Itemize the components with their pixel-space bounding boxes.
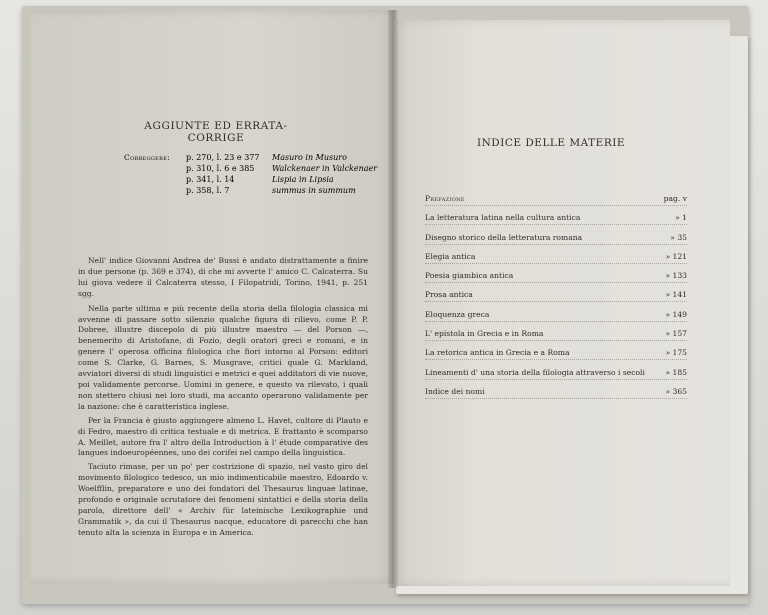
errata-body [78,256,368,542]
toc-title: L' epistola in Grecia e in Roma [425,329,544,339]
toc-page: » 149 [665,309,687,319]
errata-row [124,163,378,174]
body-paragraph: Taciuto rimase, per un po' per costrizione di spazio, nel vasto giro del movimento filologico tedesco, un mio indimenticabile maestro, Edoardo v. Woelfflin, preparatore e uno dei fondatori del Thesaurus linguae latinae, profondo e originale scrutatore dei fenomeni sintattici e della storia della parola, direttore dell' « Archiv für lateinische Lexikographie und Grammatik », da cui il Thesaurus nacque, educatore di parecchi che han tenuto alta la scienza in Europa e in America. [78,462,368,537]
errata-correction: Lispia in Lipsia [272,175,334,184]
toc-page: » 175 [665,348,687,358]
toc-entry [425,290,687,302]
index-heading: INDICE DELLE MATERIE [476,137,626,149]
errata-heading: AGGIUNTE ED ERRATA-CORRIGE [144,120,288,144]
errata-ref: p. 358, l. 7 [186,186,230,195]
toc-entry [425,271,687,283]
toc-title: Elegia antica [425,251,476,261]
errata-row [124,152,374,163]
toc-page: » 141 [665,290,687,300]
toc-title: La retorica antica in Grecia e a Roma [425,348,570,358]
errata-list [124,152,378,196]
body-paragraph: Per la Francia è giusto aggiungere almeno L. Havet, cultore di Plauto e di Fedro, maestro di critica testuale e di metrica. E frattanto è scomparso A. Meillet, autore fra l' altro della Introduction à l' étude comparative des langues indoeuropéennes, uno dei corifei nel campo della linguistica. [78,415,368,458]
toc-page: pag. v [663,194,687,203]
toc-entry [425,252,687,264]
errata-ref: p. 270, l. 23 e 377 [186,153,260,162]
toc-page: » 185 [665,367,687,377]
errata-row [124,174,374,185]
toc-entry [425,348,687,360]
toc-entry [425,329,687,341]
toc-title: Disegno storico della letteratura romana [425,232,583,242]
toc-entry [425,368,687,380]
body-paragraph: Nell' indice Giovanni Andrea de' Bussi è andato distrattamente a finire in due persone (p. 369 e 374), di che mi avverte l' amico C. Calcaterra. Su lui giova vedere il Calcaterra stesso, I Filopatridi, Torino, 1941, p. 251 sgg. [78,256,368,298]
toc-title: Lineamenti d' una storia della filologia attraverso i secoli [425,367,645,377]
toc-entry [425,213,687,225]
body-paragraph: Nella parte ultima e più recente della storia della filologia classica mi avvenne di passare sotto silenzio qualche figura di rilievo, come P. P. Dobree, illustre discepolo di più illustre maestro — del Porson —, benemerito di Aristofane, di Fozio, degli oratori greci e romani, e in genere l' operosa officina filologica che fiori intorno al Porson: editori come S. Clarke, G. Barnes, S. Musgrave, critici quale G. Markland, avviatori diversi di studi linguistici e metrici e quei additatori di vie nuove, poi validamente percorse. Uomini in genere, e questo va rilevato, i quali non stettero chiusi nei loro studi, ma accanto operarono validamente per la nazione: che è caratteristica inglese. [78,303,368,411]
toc-page: » 157 [665,329,687,339]
errata-ref: p. 341, l. 14 [186,175,235,184]
toc-entry [425,194,687,206]
toc-page: » 35 [670,232,687,242]
toc-page: » 1 [675,213,687,223]
toc-title: Poesia giambica antica [425,271,514,281]
errata-correction: Walckenaer in Valckenaer [272,164,378,173]
errata-correction: summus in summum [272,186,356,195]
errata-label: Correggere: [124,153,170,162]
toc-page: » 365 [665,386,687,396]
book-gutter [388,10,398,588]
toc-entry [425,233,687,245]
toc-page: » 121 [665,251,687,261]
toc-title: Eloquenza greca [425,309,490,319]
errata-row [124,185,374,196]
errata-ref: p. 310, l. 6 e 385 [186,164,255,173]
errata-correction: Masuro in Musuro [272,153,347,162]
toc-title: Prosa antica [425,290,473,300]
toc-entry [425,387,687,399]
toc-title: Indice dei nomi [425,386,485,396]
toc-page: » 133 [665,271,687,281]
toc-entry [425,310,687,322]
toc-title: Prefazione [425,194,465,203]
table-of-contents [425,194,687,406]
toc-title: La letteratura latina nella cultura antica [425,213,581,223]
